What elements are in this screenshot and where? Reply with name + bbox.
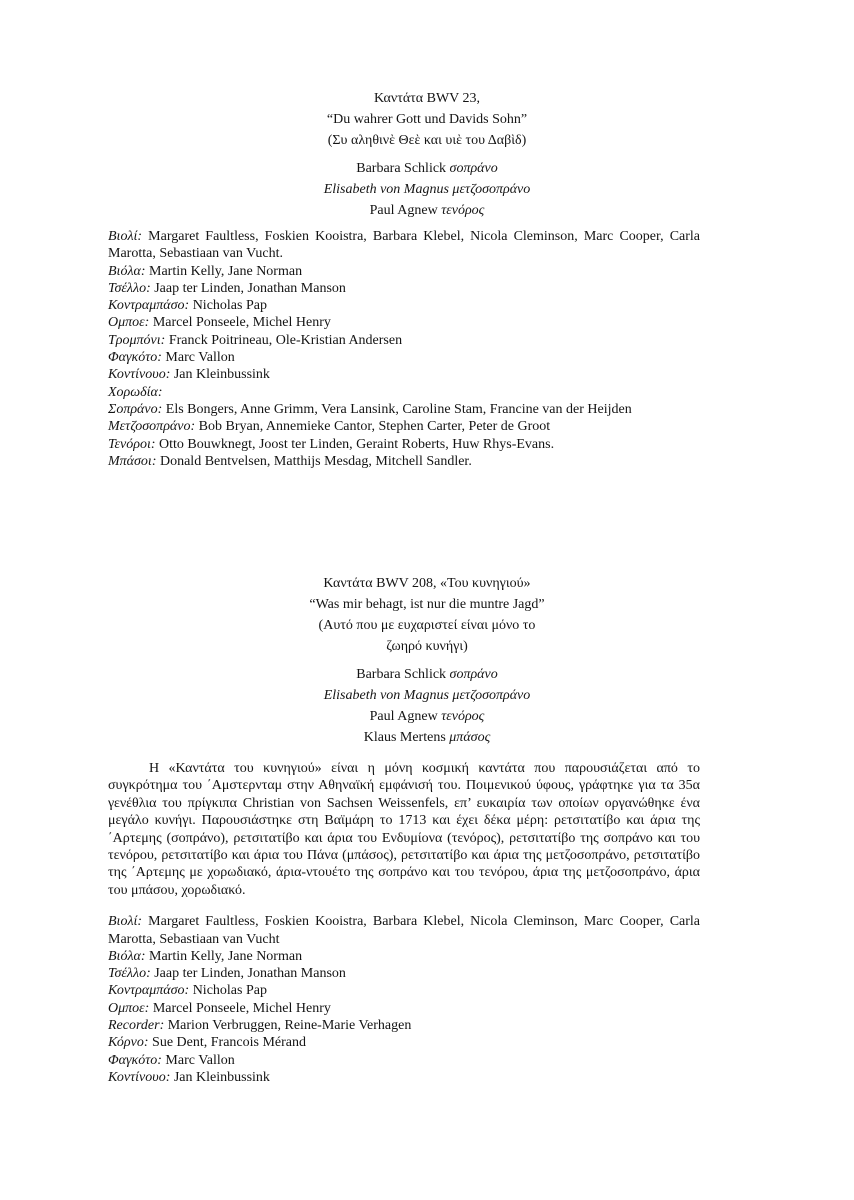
- soloist-name: Elisabeth von Magnus: [323, 182, 449, 197]
- cantata-subtitle-greek: (Συ αληθινὲ Θεὲ και υιὲ του Δαβὶδ): [327, 133, 527, 148]
- roster-row: [108, 1052, 700, 1069]
- roster-row: [108, 297, 700, 314]
- performer-names: Margaret Faultless, Foskien Kooistra, Barbara Klebel, Nicola Cleminson, Marc Cooper, Carla Marotta, Sebastiaan van Vucht.: [108, 229, 701, 262]
- performer-names: Jaap ter Linden, Jonathan Manson: [154, 280, 346, 296]
- soloist-role: μπάσος: [449, 730, 491, 745]
- cantata-subtitle-greek: (Αυτό που με ευχαριστεί είναι μόνο το: [318, 618, 536, 633]
- performer-names: Jaap ter Linden, Jonathan Manson: [154, 966, 346, 982]
- instrument-label: Κοντίνουο:: [108, 1069, 171, 1085]
- soloist-role: σοπράνο: [449, 161, 498, 176]
- cantata-subtitle-german: “Du wahrer Gott und Davids Sohn”: [326, 112, 528, 127]
- roster-row: [108, 453, 700, 470]
- soloist-role: τενόρος: [441, 709, 485, 724]
- soloist-role: σοπράνο: [449, 667, 498, 682]
- roster-row: [108, 228, 700, 263]
- performer-names: Otto Bouwknegt, Joost ter Linden, Geraint Roberts, Huw Rhys-Evans.: [159, 436, 555, 452]
- soloist-name: Paul Agnew: [369, 709, 438, 724]
- roster-row: [108, 349, 700, 366]
- performer-names: Franck Poitrineau, Ole-Kristian Andersen: [168, 332, 403, 348]
- performer-names: Margaret Faultless, Foskien Kooistra, Barbara Klebel, Nicola Cleminson, Marc Cooper, Carla Marotta, Sebastiaan van Vucht: [108, 914, 701, 947]
- instrument-label: Σοπράνο:: [108, 401, 163, 417]
- performer-names: Nicholas Pap: [192, 298, 267, 314]
- instrument-label: Φαγκότο:: [108, 1052, 162, 1068]
- instrument-label: Βιόλα:: [108, 948, 146, 964]
- instrument-label: Βιολί:: [108, 229, 143, 244]
- instrument-label: Βιόλα:: [108, 263, 146, 279]
- instrument-label: Τσέλλο:: [108, 280, 151, 296]
- instrument-label: Κοντραμπάσο:: [108, 298, 190, 314]
- soloist-line: [0, 179, 854, 200]
- instrument-label: Χορωδία:: [108, 384, 163, 400]
- performer-names: Nicholas Pap: [192, 983, 267, 999]
- soloist-name: Paul Agnew: [369, 203, 438, 218]
- roster-row: [108, 332, 700, 349]
- roster-row: [108, 263, 700, 280]
- soloist-role: μετζοσοπράνο: [452, 182, 531, 197]
- soloist-line: [0, 200, 854, 221]
- performer-names: Marion Verbruggen, Reine-Marie Verhagen: [167, 1018, 412, 1034]
- performer-names: Sue Dent, Francois Mérand: [152, 1035, 306, 1051]
- cantata-bwv208-section: [0, 573, 854, 1086]
- performer-names: Martin Kelly, Jane Norman: [149, 263, 303, 279]
- instrument-label: Μπάσοι:: [108, 453, 157, 469]
- cantata-bwv23-section: [0, 88, 854, 470]
- soloist-name: Klaus Mertens: [363, 730, 446, 745]
- description-paragraph: Η «Καντάτα του κυνηγιού» είναι η μόνη κοσμική καντάτα που παρουσιάζεται από το συγκρότημα του ΄Αμστερνταμ στην Αθηναϊκή εμφάνισή του. Ποιμενικού ύφους, γράφτηκε για τα 35α γενέθλια του πρίγκιπα Christian von Sachsen Weissenfels, επ’ ευκαιρία των οποίων οργανώθηκε ένα μεγάλο κυνήγι. Παρουσιάστηκε στη Βαϊμάρη το 1713 και έχει δέκα μέρη: ρετσιτατίβο και άρια της ΄Αρτεμης (σοπράνο), ρετσιτατίβο και άρια του Ενδυμίονα (τενόρος), ρετσιτατίβο της σοπράνο και του τενόρου, ρετσιτατίβο και άρια του Πάνα (μπάσος), ρετσιτατίβο και άρια της μετζοσοπράνο, ρετσιτατίβο της ΄Αρτεμης με χορωδιακό, άρια-ντουέτο της σοπράνο και του τενόρου, άρια της μετζοσοπράνο, άρια του μπάσου, χορωδιακό.: [108, 761, 700, 898]
- performer-roster: [108, 913, 700, 1086]
- instrument-label: Μετζοσοπράνο:: [108, 419, 196, 435]
- soloist-line: [0, 727, 854, 748]
- performer-names: Marc Vallon: [165, 1052, 235, 1068]
- instrument-label: Ομποε:: [108, 1000, 150, 1016]
- cantata-subtitle-greek-cont: ζωηρό κυνήγι): [386, 639, 468, 654]
- instrument-label: Ομποε:: [108, 315, 150, 331]
- roster-row: [108, 965, 700, 982]
- roster-row: [108, 1069, 700, 1086]
- roster-row: [108, 913, 700, 948]
- instrument-label: Φαγκότο:: [108, 350, 162, 366]
- instrument-label: Βιολί:: [108, 914, 143, 930]
- instrument-label: Recorder:: [108, 1018, 165, 1034]
- instrument-label: Τενόροι:: [108, 436, 156, 452]
- roster-row: [108, 1000, 700, 1017]
- performer-names: Jan Kleinbussink: [173, 1069, 270, 1085]
- roster-row: [108, 314, 700, 331]
- roster-row: [108, 436, 700, 453]
- performer-roster: [108, 228, 700, 470]
- cantata-title: Καντάτα BWV 23,: [373, 91, 481, 106]
- roster-row: [108, 401, 700, 418]
- soloist-line: [0, 664, 854, 685]
- soloist-line: [0, 706, 854, 727]
- roster-row: [108, 1034, 700, 1051]
- roster-row: [108, 384, 700, 401]
- soloist-name: Barbara Schlick: [356, 667, 447, 682]
- soloist-role: μετζοσοπράνο: [452, 688, 531, 703]
- roster-row: [108, 982, 700, 999]
- performer-names: Marcel Ponseele, Michel Henry: [152, 315, 331, 331]
- roster-row: [108, 1017, 700, 1034]
- performer-names: Bob Bryan, Annemieke Cantor, Stephen Carter, Peter de Groot: [198, 419, 551, 435]
- cantata-subtitle-german: “Was mir behagt, ist nur die muntre Jagd”: [309, 597, 545, 612]
- soloist-name: Elisabeth von Magnus: [323, 688, 449, 703]
- soloist-line: [0, 685, 854, 706]
- performer-names: Marcel Ponseele, Michel Henry: [152, 1000, 331, 1016]
- soloist-name: Barbara Schlick: [356, 161, 447, 176]
- soloist-role: τενόρος: [441, 203, 485, 218]
- roster-row: [108, 418, 700, 435]
- instrument-label: Κοντραμπάσο:: [108, 983, 190, 999]
- performer-names: Marc Vallon: [165, 350, 235, 366]
- performer-names: Els Bongers, Anne Grimm, Vera Lansink, Caroline Stam, Francine van der Heijden: [165, 401, 632, 417]
- soloist-line: [0, 158, 854, 179]
- roster-row: [108, 366, 700, 383]
- instrument-label: Κοντίνουο:: [108, 367, 171, 383]
- performer-names: Jan Kleinbussink: [173, 367, 270, 383]
- performer-names: Martin Kelly, Jane Norman: [149, 948, 303, 964]
- instrument-label: Τρομπόνι:: [108, 332, 166, 348]
- cantata-title: Καντάτα BWV 208, «Του κυνηγιού»: [323, 576, 531, 591]
- instrument-label: Κόρνο:: [108, 1035, 149, 1051]
- instrument-label: Τσέλλο:: [108, 966, 151, 982]
- roster-row: [108, 948, 700, 965]
- performer-names: Donald Bentvelsen, Matthijs Mesdag, Mitchell Sandler.: [159, 453, 472, 469]
- roster-row: [108, 280, 700, 297]
